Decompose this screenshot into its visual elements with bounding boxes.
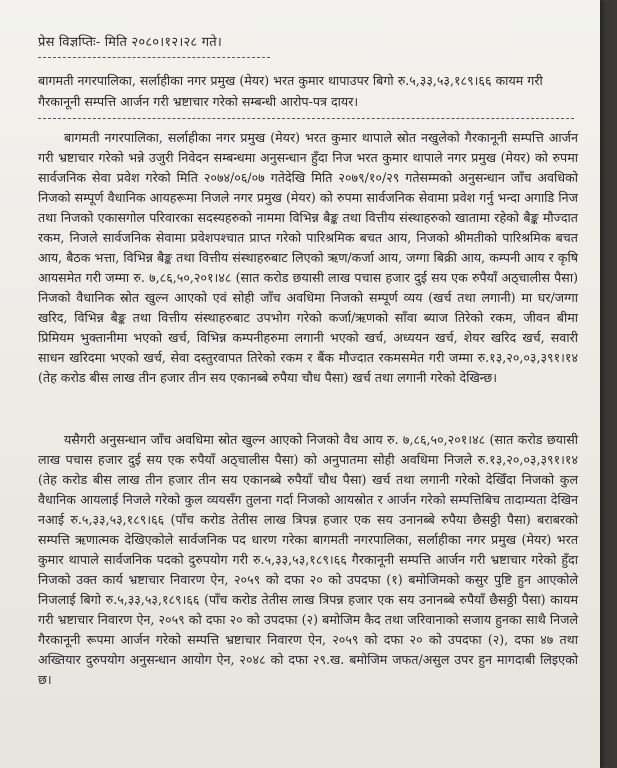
press-release-heading: प्रेस विज्ञप्तिः- मिति २०८०।१२।२८ गते।	[38, 35, 222, 50]
body-paragraph: यसैगरी अनुसन्धान जाँच अवधिमा स्रोत खुल्न आएको निजको वैध आय रु. ७,८६,५०,२०१।४८ (सात करोड छयासी लाख पचास हजार दुई सय एक रुपैयाँ अठ्चालीस पैसा) को अनुपातमा सोही अवधिमा निजले रु.१३,२०,०३,३९१।१४ (तेह करोड बीस लाख तीन हजार तीन सय एकानब्बे रुपैयाँ चौध पैसा) खर्च तथा लगानी गरेको देखिँदा निजको कुल वैधानिक आयलाई निजले गरेको कुल व्ययसँग तुलना गर्दा निजको आयस्रोत र आर्जन गरेको सम्पत्तिबिच तादाम्यता देखिन नआई रु.५,३३,५३,१८९।६६ (पाँच करोड तेतीस लाख त्रिपन्न हजार एक सय उनानब्बे रुपैया छैसठ्ठी पैसा) बराबरको सम्पत्ति ऋणात्मक देखिएकोले सार्वजनिक पद धारण गरेका बागमती नगरपालिका, सर्लाहीका नगर प्रमुख (मेयर) भरत कुमार थापाले सार्वजनिक पदको दुरुपयोग गरी रु.५,३३,५३,१८९।६६ गैरकानूनी सम्पत्ति आर्जन गरी भ्रष्टाचार गरेको हुँदा निजको उक्त कार्य भ्रष्टाचार निवारण ऐन, २०५९ को दफा २० को उपदफा (१) बमोजिमको कसुर पुष्टि हुन आएकोले निजलाई बिगो रु.५,३३,५३,१८९।६६ (पाँच करोड तेतीस लाख त्रिपन्न हजार एक सय उनानब्बे रुपैयाँ छैसठ्ठी पैसा) कायम गरी भ्रष्टाचार निवारण ऐन, २०५९ को दफा २० को उपदफा (२) बमोजिम कैद तथा जरिवानाको सजाय हुनका साथै निजले गैरकानूनी रूपमा आर्जन गरेको सम्पत्ति भ्रष्टाचार निवारण ऐन, २०५९ को दफा २० को उपदफा (२), दफा ४७ तथा अख्तियार दुरुपयोग अनुसन्धान आयोग ऐन, २०४८ को दफा २९.ख. बमोजिम जफत/असुल उपर हुन मागदाबी लिइएको छ।	[38, 432, 579, 687]
summary-divider	[38, 118, 574, 119]
summary-text: बागमती नगरपालिका, सर्लाहीका नगर प्रमुख (मेयर) भरत कुमार थापाउपर बिगो रु.५,३३,५३,१८९।६६ कायम गरी गैरकानूनी सम्पत्ति आर्जन गरी भ्रष्टाचार गरेको सम्बन्धी आरोप-पत्र दायर।	[38, 73, 543, 109]
heading-divider	[38, 57, 270, 58]
body-paragraph: बागमती नगरपालिका, सर्लाहीका नगर प्रमुख (मेयर) भरत कुमार थापाले स्रोत नखुलेको गैरकानूनी सम्पत्ति आर्जन गरी भ्रष्टाचार गरेको भन्ने उजुरी निवेदन सम्बन्धमा अनुसन्धान हुँदा निज भरत कुमार थापाले नगर प्रमुख (मेयर) को रुपमा सार्वजनिक सेवा प्रवेश गरेको मिति २०७४/०६/०७ गतेदेखि मिति २०७९/१०/२९ गतेसम्मको अनुसन्धान जाँच अवधिको निजको सम्पूर्ण वैधानिक आयहरूमा निजले नगर प्रमुख (मेयर) को रुपमा सार्वजनिक सेवामा प्रवेश गर्नु भन्दा अगाडि निज तथा निजको एकासगोल परिवारका सदस्यहरुको नाममा विभिन्न बैङ्क तथा वित्तीय संस्थाहरुको खातामा रहेको बैङ्क मौज्दात रकम, निजले सार्वजनिक सेवामा प्रवेशपश्चात प्राप्त गरेको पारिश्रमिक बचत आय, निजको श्रीमतीको पारिश्रमिक बचत आय, बैठक भत्ता, विभिन्न बैङ्क तथा वित्तीय संस्थाहरुबाट लिएको ऋण/कर्जा आय, जग्गा बिक्री आय, कम्पनी आय र कृषि आयसमेत गरी जम्मा रु. ७,८६,५०,२०१।४८ (सात करोड छयासी लाख पचास हजार दुई सय एक रुपैयाँ अठ्चालीस पैसा) निजको वैधानिक स्रोत खुल्न आएको एवं सोही जाँच अवधिमा निजको सम्पूर्ण व्यय (खर्च तथा लगानी) मा घर/जग्गा खरिद, विभिन्न बैङ्क तथा वित्तीय संस्थाहरुबाट उपभोग गरेको कर्जा/ऋणको साँवा ब्याज तिरेको रकम, जीवन बीमा प्रिमियम भुक्तानीमा भएको खर्च, विभिन्न कम्पनीहरुमा लगानी भएको खर्च, अध्ययन खर्च, शेयर खरिद खर्च, सवारी साधन खरिदमा भएको खर्च, सेवा दस्तुरवापत तिरेको रकम र बैंक मौज्दात रकमसमेत गरी जम्मा रु.१३,२०,०३,३९१।१४ (तेह करोड बीस लाख तीन हजार तीन सय एकानब्बे रुपैया चौध पैसा) खर्च तथा लगानी गरेको देखिन्छ।	[38, 130, 578, 385]
